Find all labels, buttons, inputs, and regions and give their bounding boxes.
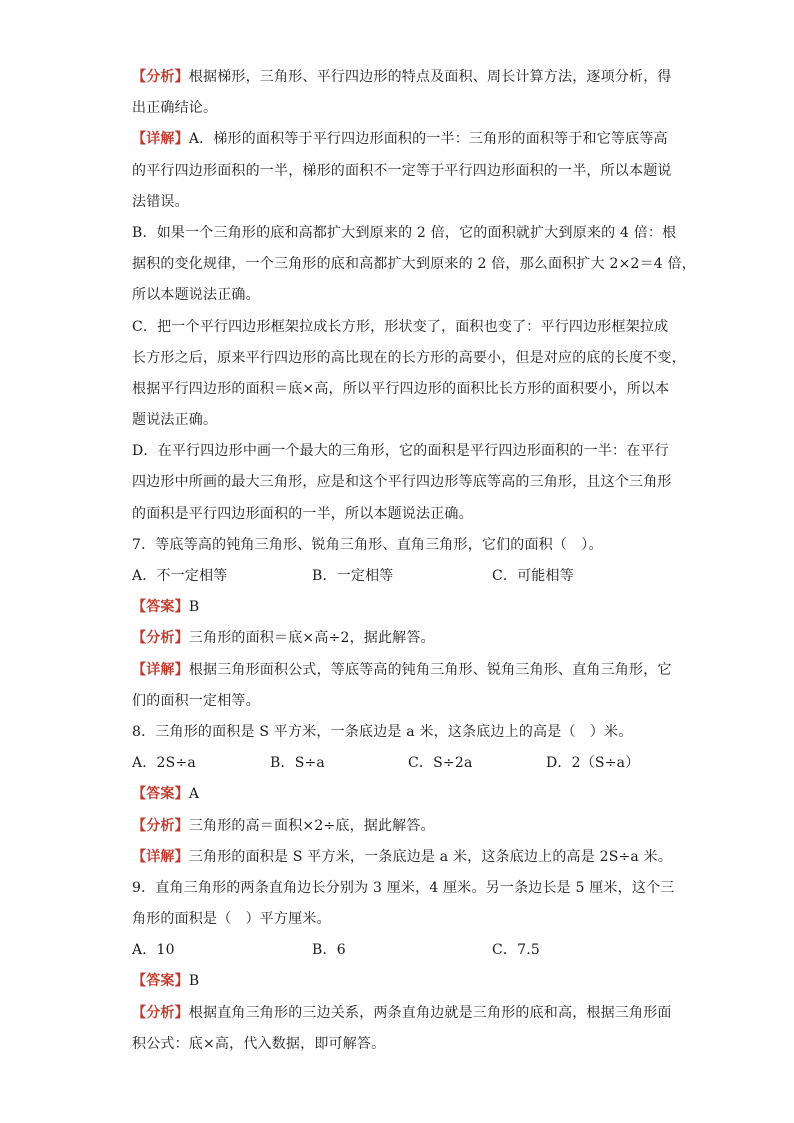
- explanation-line: 根据平行四边形的面积＝底×高，所以平行四边形的面积比长方形的面积要小，所以本: [132, 380, 670, 397]
- explanation-line: 【详解】A．梯形的面积等于平行四边形面积的一半：三角形的面积等于和它等底等高: [132, 131, 668, 148]
- explanation-line: 题说法正确。: [132, 412, 218, 429]
- question-7: 7．等底等高的钝角三角形、锐角三角形、直角三角形，它们的面积（ ）。: [132, 536, 603, 553]
- analysis-tag: 【分析】: [132, 1004, 189, 1021]
- option-c: C．7.5: [492, 942, 540, 959]
- document-page: [132, 62, 696, 1060]
- explanation-line: 据积的变化规律，一个三角形的底和高都扩大到原来的 2 倍，那么面积扩大 2×2＝4 倍，: [132, 256, 696, 273]
- question-9: 9．直角三角形的两条直角边长分别为 3 厘米，4 厘米。另一条边长是 5 厘米，这个三: [132, 879, 675, 896]
- option-b: B．一定相等: [312, 568, 394, 584]
- analysis-tag: 【分析】: [132, 69, 189, 85]
- answer-line: 【答案】B: [132, 973, 200, 990]
- option-b: B．6: [312, 942, 346, 959]
- explanation-line: 长方形之后，原来平行四边形的高比现在的长方形的高要小，但是对应的底的长度不变，: [132, 349, 686, 366]
- question-8-options: [132, 748, 670, 779]
- option-a: A．10: [132, 942, 175, 959]
- analysis-line: 【分析】三角形的高＝面积×2÷底，据此解答。: [132, 817, 435, 834]
- option-a: A．不一定相等: [132, 568, 228, 584]
- answer-tag: 【答案】: [132, 599, 189, 616]
- explanation-line: B．如果一个三角形的底和高都扩大到原来的 2 倍，它的面积就扩大到原来的 4 倍：根: [132, 224, 677, 241]
- answer-tag: 【答案】: [132, 786, 189, 803]
- explanation-line: 们的面积一定相等。: [132, 692, 260, 709]
- explanation-line: 法错误。: [132, 193, 189, 210]
- explanation-tag: 【详解】: [132, 848, 189, 865]
- option-c: C．S÷2a: [408, 755, 473, 772]
- explanation-line: 【详解】三角形的面积是 S 平方米，一条底边是 a 米，这条底边上的高是 2S÷a 米。: [132, 848, 673, 865]
- question-7-options: [132, 561, 670, 592]
- explanation-line: C．把一个平行四边形框架拉成长方形，形状变了，面积也变了：平行四边形框架拉成: [132, 318, 669, 335]
- option-b: B．S÷a: [270, 755, 325, 772]
- explanation-line: 的面积是平行四边形面积的一半，所以本题说法正确。: [132, 505, 473, 522]
- analysis-tag: 【分析】: [132, 817, 189, 834]
- analysis-line: 积公式：底×高，代入数据，即可解答。: [132, 1035, 386, 1052]
- explanation-line: 的平行四边形面积的一半，梯形的面积不一定等于平行四边形面积的一半，所以本题说: [132, 162, 672, 179]
- analysis-tag: 【分析】: [132, 630, 189, 647]
- option-c: C．可能相等: [492, 568, 574, 584]
- explanation-line: 【详解】根据三角形面积公式，等底等高的钝角三角形、锐角三角形、直角三角形，它: [132, 661, 672, 678]
- explanation-line: 四边形中所画的最大三角形，应是和这个平行四边形等底等高的三角形，且这个三角形: [132, 474, 672, 491]
- explanation-tag: 【详解】: [132, 661, 189, 678]
- question-9-options: [132, 935, 670, 966]
- analysis-line: 【分析】根据直角三角形的三边关系，两条直角边就是三角形的底和高，根据三角形面: [132, 1004, 672, 1021]
- question-8: 8．三角形的面积是 S 平方米，一条底边是 a 米，这条底边上的高是（ ）米。: [132, 723, 633, 740]
- analysis-line: 出正确结论。: [132, 100, 218, 117]
- analysis-line: 【分析】根据梯形，三角形、平行四边形的特点及面积、周长计算方法，逐项分析，得: [132, 69, 672, 85]
- option-a: A．2S÷a: [132, 755, 196, 772]
- answer-tag: 【答案】: [132, 973, 189, 990]
- analysis-line: 【分析】三角形的面积＝底×高÷2，据此解答。: [132, 630, 435, 647]
- explanation-line: 所以本题说法正确。: [132, 287, 260, 304]
- option-d: D．2（S÷a）: [546, 755, 640, 772]
- answer-line: 【答案】B: [132, 599, 200, 616]
- answer-line: 【答案】A: [132, 786, 200, 803]
- question-9: 角形的面积是（ ）平方厘米。: [132, 911, 331, 928]
- explanation-line: D．在平行四边形中画一个最大的三角形，它的面积是平行四边形面积的一半：在平行: [132, 443, 669, 460]
- explanation-tag: 【详解】: [132, 131, 189, 148]
